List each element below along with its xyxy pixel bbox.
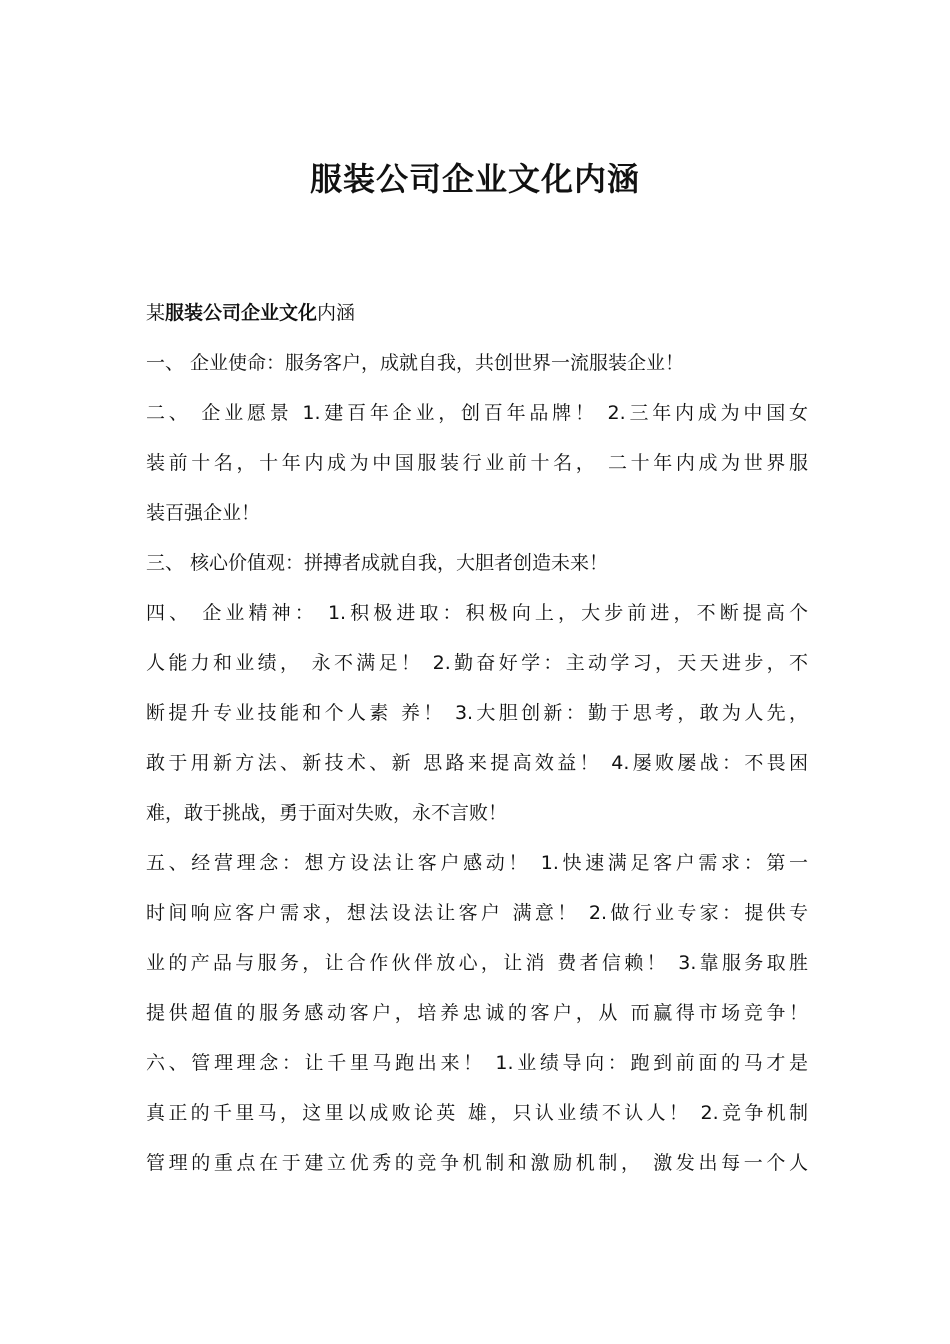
document-title: 服装公司企业文化内涵 (309, 160, 640, 198)
document-body (146, 288, 808, 1188)
text-line: 业的产品与服务，让合作伙伴放心，让消 费者信赖！ 3.靠服务取胜 (146, 952, 808, 974)
text-line: 五、经营理念：想方设法让客户感动！ 1.快速满足客户需求：第一 (146, 852, 808, 874)
text-line: 装百强企业！ (146, 502, 261, 524)
text-line: 二、 企业愿景 1.建百年企业，创百年品牌！ 2.三年内成为中国女 (146, 402, 808, 424)
text-line: 一、 企业使命：服务客户，成就自我，共创世界一流服装企业！ (146, 352, 685, 374)
text-line: 真正的千里马，这里以成败论英 雄，只认业绩不认人！ 2.竞争机制 (146, 1102, 808, 1124)
text-line: 四、 企业精神： 1.积极进取：积极向上，大步前进，不断提高个 (146, 602, 808, 624)
text-line: 断提升专业技能和个人素 养！ 3.大胆创新：勤于思考，敢为人先， (146, 702, 808, 724)
text-line: 人能力和业绩， 永不满足！ 2.勤奋好学：主动学习，天天进步，不 (146, 652, 808, 674)
text-line: 六、管理理念：让千里马跑出来！ 1.业绩导向：跑到前面的马才是 (146, 1052, 808, 1074)
document-subtitle (146, 288, 808, 338)
text-line: 敢于用新方法、新技术、新 思路来提高效益！ 4.屡败屡战：不畏困 (146, 752, 808, 774)
text-line: 装前十名，十年内成为中国服装行业前十名， 二十年内成为世界服 (146, 452, 808, 474)
text-line: 管理的重点在于建立优秀的竞争机制和激励机制， 激发出每一个人 (146, 1152, 808, 1174)
subtitle-bold: 服装公司企业文化 (165, 302, 318, 324)
subtitle-prefix: 某 (146, 302, 166, 324)
text-line: 难，敢于挑战，勇于面对失败，永不言败！ (146, 802, 508, 824)
text-line: 提供超值的服务感动客户，培养忠诚的客户，从 而赢得市场竞争！ (146, 1002, 808, 1024)
subtitle-suffix: 内涵 (317, 302, 356, 324)
text-line: 时间响应客户需求，想法设法让客户 满意！ 2.做行业专家：提供专 (146, 902, 808, 924)
text-line: 三、 核心价值观：拼搏者成就自我，大胆者创造未来！ (146, 552, 609, 574)
